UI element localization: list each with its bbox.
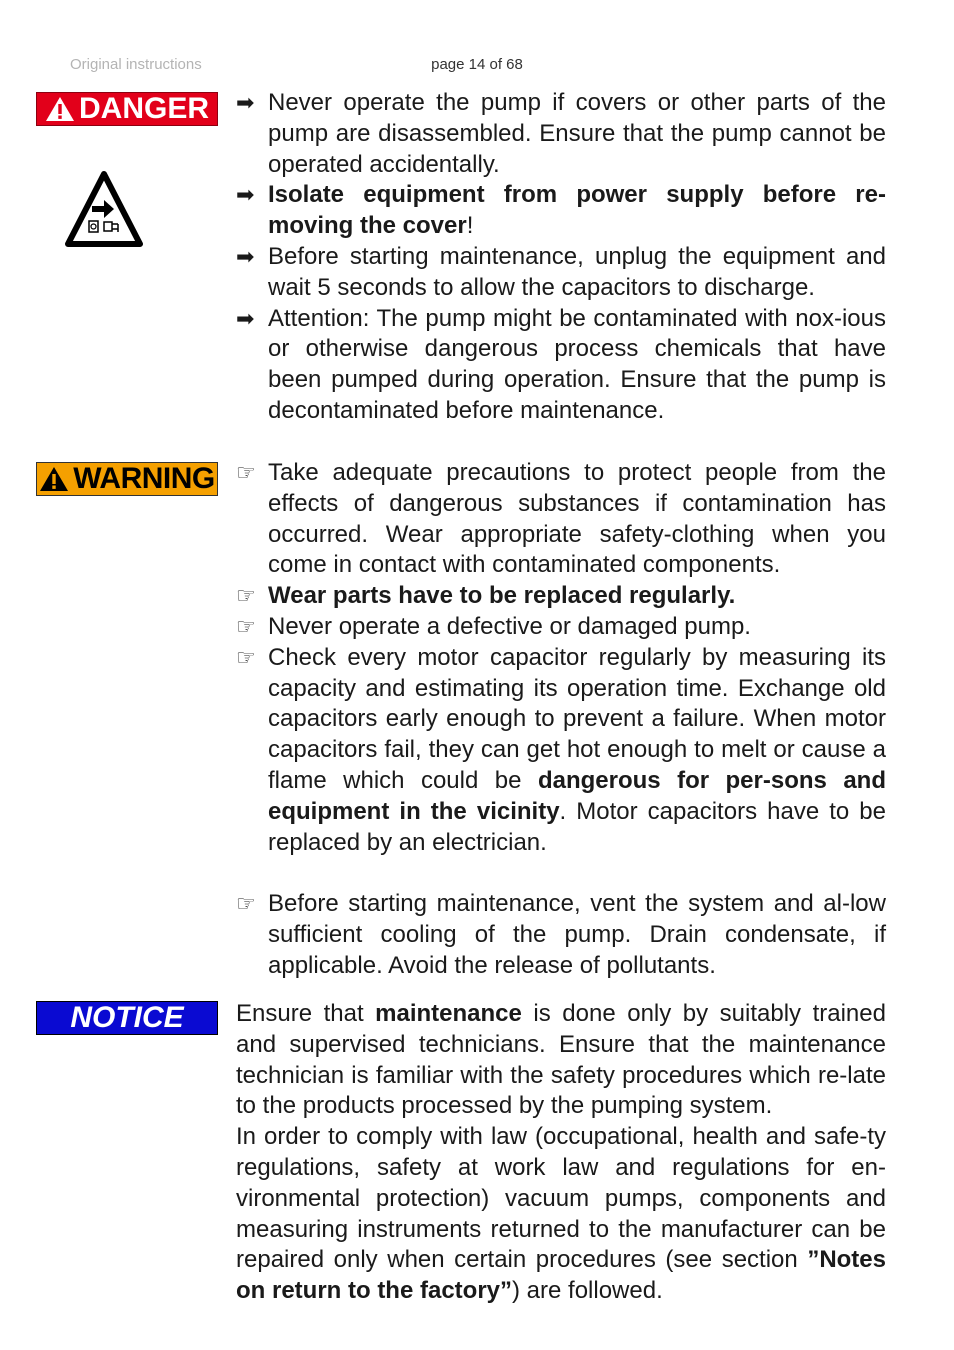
pointing-hand-icon: ☞ [236, 613, 256, 639]
list-item-text: Before starting maintenance, unplug the equipment and wait 5 seconds to allow the capacitors to discharge. [268, 242, 886, 301]
list-item [236, 458, 886, 581]
list-item-text: ! [466, 212, 474, 240]
warning-triangle-icon [39, 466, 69, 492]
list-item-bold-text: Wear parts have to be replaced regularly. [268, 582, 736, 610]
pointing-hand-icon: ☞ [236, 583, 256, 609]
list-item [236, 304, 886, 427]
notice-label [36, 1001, 218, 1035]
list-item-text: . Motor capacitors have to be replaced by an electrician. [268, 797, 886, 856]
list-item-text: Attention: The pump might be contaminated with nox-ious or otherwise dangerous process chemicals that have been pumped during operation. Ensure that the pump is decontaminated before maintenance. [268, 304, 886, 424]
arrow-bullet-icon: ➡ [236, 243, 255, 269]
danger-instructions-list [236, 88, 886, 427]
page-number: page 14 of 68 [431, 56, 523, 73]
pointing-hand-icon: ☞ [236, 891, 256, 917]
unplug-power-sign-icon [64, 170, 144, 250]
list-item-text: Before starting maintenance, vent the system and al-low sufficient cooling of the pump. Drain condensate, if applicable. Avoid the release of pollutants. [268, 890, 886, 979]
danger-label [36, 92, 218, 126]
list-item [236, 242, 886, 304]
list-item-text: Never operate the pump if covers or other parts of the pump are disassembled. Ensure that the pump cannot be operated accidentally. [268, 89, 886, 178]
pointing-hand-icon: ☞ [236, 460, 256, 485]
list-item-bold-text: dangerous for per-sons and equipment in the vicinity [268, 766, 886, 825]
list-item [236, 889, 886, 981]
list-item-text: Check every motor capacitor regularly by measuring its capacity and estimating its operation time. Exchange old capacitors early enough to prevent a failure. When motor capacitors fail, they can get hot enough to melt or cause a flame which could be [268, 643, 886, 794]
notice-text [236, 999, 886, 1307]
list-item-bold-text: Isolate equipment from power supply before re-moving the cover [268, 181, 886, 240]
warning-triangle-icon [45, 96, 75, 122]
list-item-text: Take adequate precautions to protect people from the effects of dangerous substances if contamination has occurred. Wear appropriate safety-clothing when you come in contact with contaminated components. [268, 459, 886, 579]
header-document-type: Original instructions [70, 56, 202, 73]
warning-instructions-list [236, 458, 886, 982]
notice-bold-text: ”Notes on return to the factory” [236, 1246, 886, 1305]
danger-label-text: DANGER [78, 92, 209, 125]
pointing-hand-icon: ☞ [236, 644, 256, 670]
list-item [236, 88, 886, 180]
notice-text-span: ) are followed. [512, 1277, 663, 1305]
warning-label [36, 462, 218, 496]
arrow-bullet-icon: ➡ [236, 305, 255, 331]
warning-label-text: WARNING [73, 462, 215, 495]
notice-paragraph [236, 999, 886, 1122]
notice-label-text: NOTICE [70, 1001, 184, 1034]
list-item [236, 180, 886, 242]
notice-paragraph [236, 1122, 886, 1307]
arrow-bullet-icon: ➡ [236, 90, 255, 115]
list-item [236, 643, 886, 859]
list-item-text: Never operate a defective or damaged pump. [268, 612, 751, 640]
notice-bold-text: maintenance [375, 1000, 522, 1027]
notice-text-span: Ensure that [236, 1000, 376, 1027]
notice-text-span: In order to comply with law (occupational, health and safe-ty regulations, safety at work law and regulations for en-vironmental protection) vacuum pumps, components and measuring instruments returned to the manufacturer can be repaired only when certain procedures (see section [236, 1123, 886, 1274]
list-item [236, 612, 886, 643]
notice-text-span: is done only by suitably trained and supervised technicians. Ensure that the maintenance technician is familiar with the safety procedures which re-late to the products processed by the pumping system. [236, 1000, 886, 1120]
arrow-bullet-icon: ➡ [236, 182, 255, 208]
list-item [236, 581, 886, 612]
